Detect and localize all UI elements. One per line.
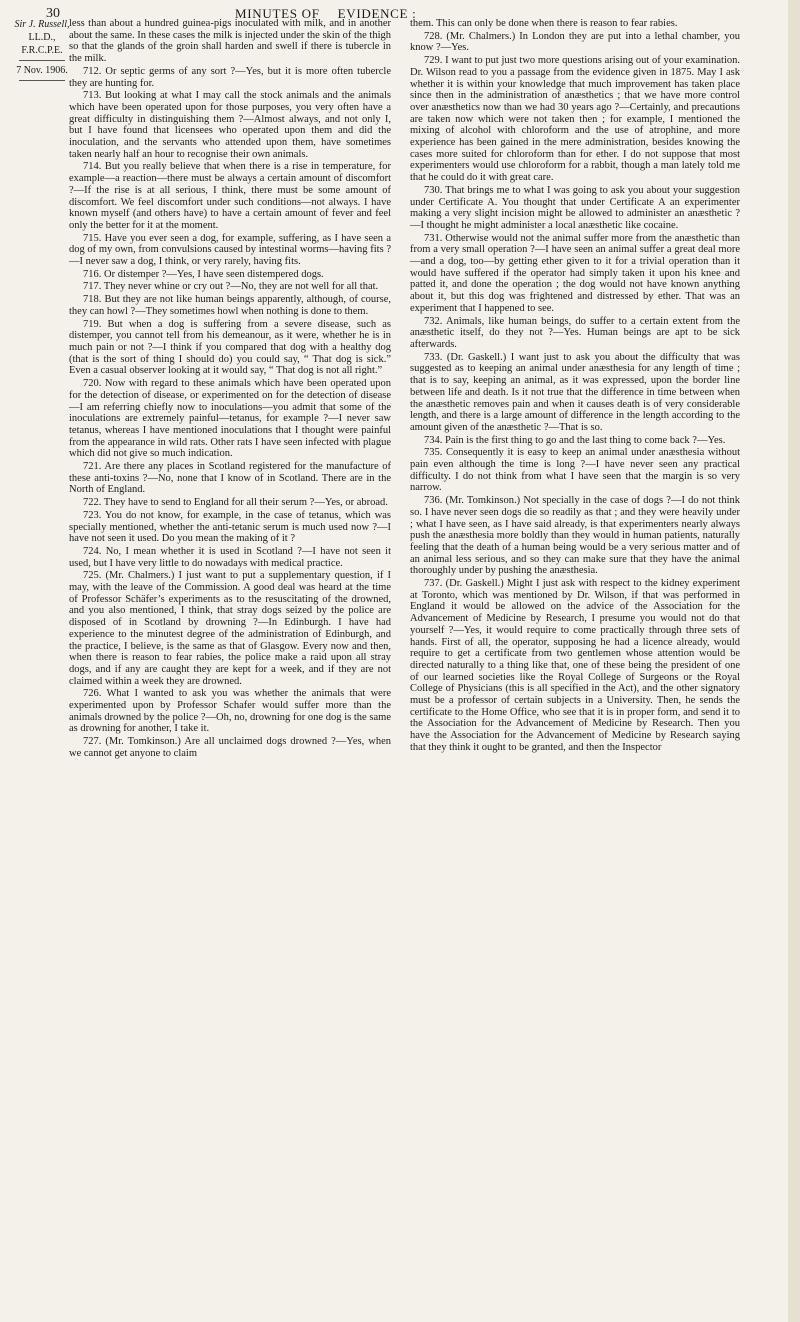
running-title: MINUTES OF xyxy=(235,6,320,21)
evidence-paragraph: 729. I want to put just two more questions arising out of your examination. Dr. Wilson read to you a passage from the evidence given in 1875. May I ask whether it is within your knowledge that much improvement has taken place since then in the administration of anæsthetics ; that we have more control over anæsthetics now than we had 30 years ago ?—Certainly, and precautions are taken now which were not taken then ; for example, I mentioned the mixing of alcohol with chloroform and the use of atrophine, and more experience has been gained in the mere administration, besides knowing the cases more suited for chloroform than for ether. I do not suppose that most experimenters would use chloroform for a rabbit, though a man lately told me that he could do it with great care. xyxy=(410,55,740,184)
evidence-paragraph: 716. Or distemper ?—Yes, I have seen distempered dogs. xyxy=(83,268,324,280)
evidence-paragraph: 737. (Dr. Gaskell.) Might I just ask with respect to the kidney experiment at Toronto, which was mentioned by Dr. Wilson, if that was performed in England it would be allowed on the advice of the Association for the Advancement of Medicine by Research, I presume you would not do that yourself ?—Yes, it would require to come practically through three sets of hands. First of all, the operator, supposing he had a licence already, would require to get a certificate from two gentlemen whose attention would be directed naturally to a thing like that, one of these being the president of one of our learned societies like the Royal College of Surgeons or the Royal College of Physicians (this is all specified in the Act), and the other signatory must be a professor of certain subjects in a University. Then, he sends the certificate to the Home Office, who see that it is in proper form, and send it to the Association for the Advancement of Medicine by Research. Then you have the Association for the Advancement of Medicine by Research saying that they think it ought to be granted, and then the Inspector xyxy=(410,578,740,753)
evidence-paragraph: 725. (Mr. Chalmers.) I just want to put a supplementary question, if I may, with the leave of the Commission. A good deal was heard at the time of Professor Schäfer’s experiments as to the resuscitating of the drowned, and you also mentioned, I think, that stray dogs seized by the police are disposed of in Scotland by drowning ?—In Edinburgh. I have had experience to the minutest degree of the administration of Edinburgh, and the practice, I believe, is the same as that of Glasgow. Every now and then, when there is reason to fear rabies, the police make a raid upon all stray dogs, and if any are caught they are kept for a week, and if they are not claimed within a week they are drowned. xyxy=(69,570,391,687)
evidence-paragraph: 726. What I wanted to ask you was whether the animals that were experimented upon by Professor Schafer would suffer more than the animals drowned by the police ?—Oh, no, drowning for one dog is the same as drowning for another, I take it. xyxy=(69,688,391,735)
evidence-paragraph: 727. (Mr. Tomkinson.) Are all unclaimed dogs drowned ?—Yes, when we cannot get anyone to claim xyxy=(69,736,391,759)
evidence-paragraph: 713. But looking at what I may call the stock animals and the animals which have been operated upon for those purposes, you very often have a great difficulty in distinguishing them ?—Almost always, and not only I, but I have found that licensees who operated upon them and did the inoculation, and the servants who attended upon them, have sometimes taken nearly half an hour to recognise their own animals. xyxy=(69,90,391,160)
witness-degree-2: F.R.C.P.E. xyxy=(21,45,63,56)
evidence-paragraph: 723. You do not know, for example, in the case of tetanus, which was specially mentioned, whether the anti-tetanic serum is much used now ?—I have not seen it used. Do you mean the making of it ? xyxy=(69,509,391,545)
evidence-paragraph: 714. But you really believe that when there is a rise in temperature, for example—a reaction—there must be always a certain amount of discomfort ?—If the rise is at all serious, I think, there must be some amount of discomfort. We feel discomfort under such conditions—not always. I have known myself (and others have) to have a certain amount of fever and feel only the better for it at the moment. xyxy=(69,161,391,231)
evidence-paragraph: 719. But when a dog is suffering from a severe disease, such as distemper, you cannot tell from his demeanour, as it were, whether he is in much pain or not ?—I think if you compared that dog with a healthy dog (that is the sort of thing I should do) you could say, “ That dog is sick.” Even a casual observer looking at it would say, “ That dog is not all right.” xyxy=(69,318,391,377)
evidence-paragraph: 718. But they are not like human beings apparently, although, of course, they can howl ?—They sometimes howl when nothing is done to them. xyxy=(69,294,391,317)
evidence-paragraph: 735. Consequently it is easy to keep an animal under anæsthesia without pain even although the time is long ?—I have never seen any practical difficulty. I do not think from what I have seen that the margin is so very narrow. xyxy=(410,447,740,494)
evidence-paragraph: 712. Or septic germs of any sort ?—Yes, but it is more often tubercle they are hunting for. xyxy=(69,65,391,89)
left-column xyxy=(69,18,391,760)
running-title-evidence: EVIDENCE : xyxy=(337,6,417,21)
evidence-paragraph: 717. They never whine or cry out ?—No, they are not well for all that. xyxy=(83,281,379,293)
evidence-paragraph: 732. Animals, like human beings, do suffer to a certain extent from the anæsthetic itself, do they not ?—Yes. Human beings are apt to be sick afterwards. xyxy=(410,315,740,350)
witness-name: Sir J. Russell, xyxy=(14,19,70,30)
evidence-paragraph: 724. No, I mean whether it is used in Scotland ?—I have not seen it used, but I have very little to do nowadays with medical practice. xyxy=(69,545,391,569)
margin-rule-2 xyxy=(19,80,65,81)
evidence-paragraph: 731. Otherwise would not the animal suffer more from the anæsthetic than from a very small operation ?—I have seen an animal suffer a great deal more—and a dog, too—by getting ether given to it for a trivial operation than it would have suffered if the operator had simply taken it upon his knee and patted it, and done the operation ; the dog would not have known anything about it, but this dog was frightened and distressed by ether. That was an experiment that I happened to see. xyxy=(410,232,740,314)
right-column xyxy=(410,18,740,754)
evidence-paragraph: 715. Have you ever seen a dog, for example, suffering, as I have seen a dog of my own, from convulsions caused by intestinal worms—having fits ?—I never saw a dog, I think, or very rarely, having fits. xyxy=(69,232,391,268)
evidence-paragraph: 734. Pain is the first thing to go and the last thing to come back ?—Yes. xyxy=(424,434,726,446)
evidence-paragraph: 730. That brings me to what I was going to ask you about your suggestion under Certificate A. You thought that under Certificate A an experimenter making a very slight incision might be allowed to administer an anæsthetic ?—I thought he might administer a local anæsthetic like cocaine. xyxy=(410,184,740,231)
evidence-paragraph: 736. (Mr. Tomkinson.) Not specially in the case of dogs ?—I do not think so. I have never seen dogs die so readily as that ; and they were heavily under ; what I have seen, as I have said already, is that experimenters nearly always push the anæsthesia more boldly than they would in human patients, naturally feeling that the death of a human being would be a very serious matter and of an animal less serious, and so they can make sure that they have the animal thoroughly under by pushing the anæsthesia. xyxy=(410,495,740,577)
page-number: 30 xyxy=(46,6,60,21)
evidence-paragraph: 722. They have to send to England for all their serum ?—Yes, or abroad. xyxy=(83,497,388,509)
evidence-paragraph: 733. (Dr. Gaskell.) I want just to ask you about the difficulty that was suggested as to keeping an animal under anæsthesia for any length of time ; that is to say, keeping an animal, as it was expressed, upon the border line between life and death. Is it not true that the difference in time between when the anæsthetic removes pain and when it causes death is of very considerable length, and there is a large amount of difference in the length according to the amount given of the anæsthetic ?—That is so. xyxy=(410,351,740,433)
continued-paragraph: less than about a hundred guinea-pigs inoculated with milk, and in another about the same. In these cases the milk is injected under the skin of the thigh so that the glands of the groin shall harden and swell if there is tubercle in the milk. xyxy=(69,18,391,65)
continued-paragraph: them. This can only be done when there is reason to fear rabies. xyxy=(410,18,678,29)
evidence-paragraph: 721. Are there any places in Scotland registered for the manufacture of these anti-toxins ?—No, none that I know of in Scotland. There are in the North of England. xyxy=(69,461,391,496)
margin-rule xyxy=(19,60,65,61)
evidence-paragraph: 728. (Mr. Chalmers.) In London they are put into a lethal chamber, you know ?—Yes. xyxy=(410,30,740,54)
evidence-date: 7 Nov. 1906. xyxy=(16,65,68,76)
margin-note xyxy=(14,18,70,84)
evidence-paragraph: 720. Now with regard to these animals which have been operated upon for the detection of disease, or experimented on for the detection of disease—I am referring chiefly now to inoculations—you admit that some of the inoculations are extremely painful—tetanus, for example ?—I never saw tetanus, whereas I have mentioned inoculations that I thought were painful from the appearance in wild rats. Other rats I have seen infected with plague which did not give so much indication. xyxy=(69,378,391,460)
witness-degree-1: LL.D., xyxy=(28,32,56,43)
page-edge xyxy=(788,0,800,1322)
